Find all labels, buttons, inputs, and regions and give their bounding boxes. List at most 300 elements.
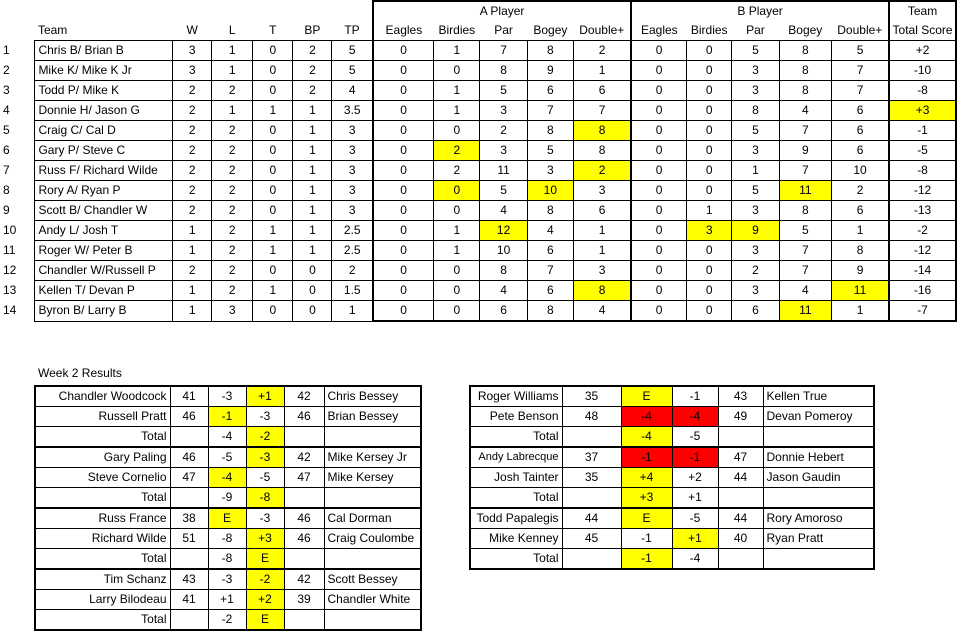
player-2-name: Kellen True <box>763 386 874 407</box>
player-2-net: E <box>246 610 284 631</box>
a-player-stat: 8 <box>527 301 573 322</box>
stat-l: 2 <box>212 81 253 101</box>
a-player-stat: 0 <box>373 181 434 201</box>
match-total-row <box>35 488 421 509</box>
a-player-stat: 1 <box>573 61 631 81</box>
b-player-stat: 0 <box>687 281 732 301</box>
team-name: Scott B/ Chandler W <box>35 201 173 221</box>
player-1-net: -5 <box>208 447 246 468</box>
match-row <box>470 529 874 549</box>
a-player-stat: 3 <box>573 261 631 281</box>
b-player-stat: 6 <box>732 301 779 322</box>
stat-tp: 2.5 <box>332 241 373 261</box>
row-number-header <box>0 21 35 41</box>
stat-w: 1 <box>173 221 212 241</box>
column-header: TP <box>344 23 360 37</box>
column-header: Bogey <box>533 23 568 37</box>
b-player-stat: 1 <box>832 301 890 322</box>
stat-l: 1 <box>212 61 253 81</box>
player-1-score: 51 <box>170 529 208 549</box>
player-2-net: -2 <box>246 569 284 590</box>
b-player-stat: 8 <box>779 41 831 61</box>
a-player-stat: 7 <box>480 41 527 61</box>
b-player-stat: 3 <box>732 141 779 161</box>
a-player-stat: 8 <box>573 281 631 301</box>
b-player-stat: 1 <box>732 161 779 181</box>
player-1-net: -3 <box>208 386 246 407</box>
player-2-score: 49 <box>718 407 763 427</box>
standings-row <box>0 41 956 61</box>
a-player-stat: 7 <box>527 101 573 121</box>
a-player-stat: 1 <box>573 221 631 241</box>
a-player-stat: 0 <box>434 121 480 141</box>
match-row <box>35 468 421 488</box>
b-player-stat: 5 <box>732 41 779 61</box>
b-player-stat: 0 <box>631 161 687 181</box>
player-1-score: 35 <box>562 386 621 407</box>
player-1-net: +3 <box>621 488 672 509</box>
b-player-stat: 11 <box>832 281 890 301</box>
player-2-net: -4 <box>672 407 718 427</box>
b-player-stat: 9 <box>832 261 890 281</box>
player-2-name: Rory Amoroso <box>763 508 874 529</box>
row-number: 5 <box>3 123 10 137</box>
stat-w: 2 <box>173 141 212 161</box>
player-2-score: 47 <box>718 447 763 468</box>
a-player-stat: 0 <box>373 261 434 281</box>
b-player-stat: 6 <box>832 101 890 121</box>
match-total-row <box>35 427 421 448</box>
stat-tp: 1 <box>332 301 373 322</box>
column-header: BP <box>304 23 321 37</box>
spacer <box>0 1 373 21</box>
team-name: Rory A/ Ryan P <box>35 181 173 201</box>
stat-tp: 3 <box>332 121 373 141</box>
player-1-score <box>170 610 208 631</box>
match-total-row <box>35 549 421 570</box>
team-total-score: +3 <box>889 101 956 121</box>
player-2-score: 42 <box>284 447 324 468</box>
column-header: Par <box>494 23 513 37</box>
b-player-stat: 8 <box>832 241 890 261</box>
player-2-score: 46 <box>284 407 324 427</box>
player-2-name: Mike Kersey <box>324 468 421 488</box>
player-1-net: -9 <box>208 488 246 509</box>
match-row <box>470 468 874 488</box>
player-1-score <box>170 488 208 509</box>
a-player-stat: 0 <box>434 281 480 301</box>
stat-tp: 5 <box>332 61 373 81</box>
team-total-score: -14 <box>889 261 956 281</box>
b-player-stat: 2 <box>732 261 779 281</box>
team-name: Chris B/ Brian B <box>35 41 173 61</box>
player-2-net: E <box>246 549 284 570</box>
b-player-stat: 2 <box>832 181 890 201</box>
player-1-name: Larry Bilodeau <box>35 590 170 610</box>
b-player-stat: 11 <box>779 301 831 322</box>
a-player-stat: 5 <box>480 81 527 101</box>
standings-row <box>0 61 956 81</box>
total-label: Total <box>35 488 170 509</box>
stat-w: 2 <box>173 161 212 181</box>
b-player-stat: 5 <box>732 121 779 141</box>
total-label: Total <box>35 610 170 631</box>
a-player-stat: 5 <box>480 181 527 201</box>
b-player-stat: 0 <box>687 241 732 261</box>
team-total-score: -1 <box>889 121 956 141</box>
player-1-score: 47 <box>170 468 208 488</box>
column-header: Bogey <box>788 23 823 37</box>
column-header: Birdies <box>690 23 728 37</box>
player-2-net: +2 <box>246 590 284 610</box>
player-2-score: 47 <box>284 468 324 488</box>
column-header: Total Score <box>889 21 956 41</box>
player-1-net: -1 <box>208 407 246 427</box>
player-2-net: -8 <box>246 488 284 509</box>
stat-t: 1 <box>253 281 293 301</box>
a-player-stat: 8 <box>573 121 631 141</box>
total-label: Total <box>35 549 170 570</box>
a-player-stat: 10 <box>480 241 527 261</box>
a-player-stat: 1 <box>434 81 480 101</box>
a-player-stat: 2 <box>434 161 480 181</box>
player-2-net: +2 <box>672 468 718 488</box>
team-total-score: -10 <box>889 61 956 81</box>
a-player-stat: 3 <box>480 141 527 161</box>
row-number: 14 <box>3 303 17 318</box>
match-total-row <box>470 549 874 570</box>
b-player-stat: 7 <box>779 261 831 281</box>
player-1-score: 37 <box>562 447 621 468</box>
b-player-stat: 7 <box>779 241 831 261</box>
team-total-score: -16 <box>889 281 956 301</box>
stat-tp: 3 <box>332 141 373 161</box>
b-player-stat: 9 <box>732 221 779 241</box>
b-player-stat: 1 <box>832 221 890 241</box>
player-2-name: Cal Dorman <box>324 508 421 529</box>
b-player-stat: 0 <box>687 181 732 201</box>
team-name: Andy L/ Josh T <box>35 221 173 241</box>
a-player-stat: 4 <box>480 281 527 301</box>
player-2-score: 42 <box>284 569 324 590</box>
match-row <box>470 407 874 427</box>
a-player-stat: 6 <box>573 201 631 221</box>
a-player-stat: 0 <box>434 181 480 201</box>
player-1-net: E <box>208 508 246 529</box>
stat-w: 2 <box>173 261 212 281</box>
player-1-name: Pete Benson <box>470 407 562 427</box>
player-1-score: 46 <box>170 407 208 427</box>
team-group: Team <box>889 1 956 21</box>
player-1-name: Tim Schanz <box>35 569 170 590</box>
stat-bp: 0 <box>293 301 332 322</box>
player-1-name: Steve Cornelio <box>35 468 170 488</box>
stat-bp: 1 <box>293 201 332 221</box>
team-name: Craig C/ Cal D <box>35 121 173 141</box>
b-player-stat: 0 <box>631 61 687 81</box>
stat-t: 1 <box>253 101 293 121</box>
player-1-name: Russell Pratt <box>35 407 170 427</box>
player-2-name <box>324 427 421 448</box>
player-2-score <box>718 427 763 448</box>
player-1-name: Chandler Woodcock <box>35 386 170 407</box>
a-player-group: A Player <box>373 1 631 21</box>
player-2-score: 43 <box>718 386 763 407</box>
b-player-stat: 0 <box>631 241 687 261</box>
player-1-net: +1 <box>208 590 246 610</box>
stat-w: 1 <box>173 241 212 261</box>
player-2-net: -1 <box>672 386 718 407</box>
a-player-stat: 1 <box>434 241 480 261</box>
player-1-net: -3 <box>208 569 246 590</box>
b-player-stat: 5 <box>779 221 831 241</box>
player-2-name <box>324 488 421 509</box>
player-2-score: 44 <box>718 508 763 529</box>
player-1-score: 35 <box>562 468 621 488</box>
group-header-row <box>0 1 956 21</box>
standings-row <box>0 261 956 281</box>
standings-row <box>0 101 956 121</box>
team-name: Donnie H/ Jason G <box>35 101 173 121</box>
stat-tp: 3 <box>332 201 373 221</box>
player-2-net: -2 <box>246 427 284 448</box>
standings-row <box>0 241 956 261</box>
player-2-name: Chris Bessey <box>324 386 421 407</box>
player-2-name: Ryan Pratt <box>763 529 874 549</box>
a-player-stat: 1 <box>573 241 631 261</box>
stat-bp: 1 <box>293 101 332 121</box>
stat-bp: 1 <box>293 241 332 261</box>
b-player-stat: 0 <box>631 41 687 61</box>
player-2-net: -3 <box>246 407 284 427</box>
stat-t: 0 <box>253 301 293 322</box>
a-player-stat: 0 <box>373 121 434 141</box>
column-header: W <box>186 23 198 37</box>
a-player-stat: 1 <box>434 221 480 241</box>
a-player-stat: 7 <box>573 101 631 121</box>
player-1-score <box>562 427 621 448</box>
stat-l: 2 <box>212 181 253 201</box>
match-row <box>35 569 421 590</box>
player-1-name: Richard Wilde <box>35 529 170 549</box>
column-header: Eagles <box>373 21 434 41</box>
column-header-row <box>0 21 956 41</box>
player-1-score: 38 <box>170 508 208 529</box>
a-player-stat: 0 <box>373 241 434 261</box>
a-player-stat: 8 <box>527 121 573 141</box>
match-row <box>35 386 421 407</box>
team-total-score: -8 <box>889 161 956 181</box>
b-player-stat: 0 <box>631 281 687 301</box>
match-row <box>35 590 421 610</box>
row-number: 8 <box>3 183 10 197</box>
b-player-stat: 0 <box>631 301 687 322</box>
total-label: Total <box>470 488 562 509</box>
player-2-net: -3 <box>246 447 284 468</box>
stat-t: 0 <box>253 201 293 221</box>
player-1-score: 46 <box>170 447 208 468</box>
stat-tp: 3 <box>332 181 373 201</box>
b-player-stat: 7 <box>832 61 890 81</box>
column-header: Eagles <box>631 21 687 41</box>
stat-w: 2 <box>173 181 212 201</box>
row-number: 3 <box>3 83 10 97</box>
team-name: Mike K/ Mike K Jr <box>35 61 173 81</box>
b-player-stat: 0 <box>687 261 732 281</box>
player-2-score: 39 <box>284 590 324 610</box>
row-number: 10 <box>3 223 17 237</box>
b-player-stat: 0 <box>631 201 687 221</box>
player-1-net: -4 <box>621 407 672 427</box>
player-1-score <box>562 549 621 570</box>
b-player-stat: 0 <box>687 81 732 101</box>
stat-bp: 0 <box>293 281 332 301</box>
stat-tp: 3.5 <box>332 101 373 121</box>
a-player-stat: 1 <box>434 41 480 61</box>
player-2-name <box>324 549 421 570</box>
b-player-stat: 0 <box>687 161 732 181</box>
player-1-name: Roger Williams <box>470 386 562 407</box>
player-1-name: Russ France <box>35 508 170 529</box>
b-player-stat: 10 <box>832 161 890 181</box>
team-total-score: -12 <box>889 181 956 201</box>
a-player-stat: 0 <box>434 261 480 281</box>
match-row <box>35 447 421 468</box>
stat-t: 0 <box>253 61 293 81</box>
a-player-stat: 0 <box>373 281 434 301</box>
standings-row <box>0 301 956 322</box>
a-player-stat: 0 <box>434 301 480 322</box>
player-2-net: -5 <box>672 427 718 448</box>
match-row <box>470 447 874 468</box>
match-row <box>35 529 421 549</box>
stat-bp: 2 <box>293 61 332 81</box>
a-player-stat: 2 <box>573 41 631 61</box>
a-player-stat: 8 <box>480 61 527 81</box>
a-player-stat: 4 <box>527 221 573 241</box>
b-player-stat: 6 <box>832 201 890 221</box>
stat-t: 1 <box>253 221 293 241</box>
stat-l: 2 <box>212 141 253 161</box>
results-title: Week 2 Results <box>38 366 122 380</box>
b-player-stat: 8 <box>732 101 779 121</box>
a-player-stat: 10 <box>527 181 573 201</box>
player-1-net: -2 <box>208 610 246 631</box>
a-player-stat: 8 <box>527 41 573 61</box>
player-2-name <box>324 610 421 631</box>
stat-l: 2 <box>212 121 253 141</box>
standings-row <box>0 161 956 181</box>
a-player-stat: 8 <box>527 201 573 221</box>
stat-l: 3 <box>212 301 253 322</box>
stat-l: 2 <box>212 281 253 301</box>
a-player-stat: 3 <box>527 161 573 181</box>
team-total-score: -7 <box>889 301 956 322</box>
a-player-stat: 0 <box>373 81 434 101</box>
stat-bp: 1 <box>293 161 332 181</box>
player-1-score: 48 <box>562 407 621 427</box>
b-player-stat: 3 <box>732 81 779 101</box>
stat-l: 1 <box>212 41 253 61</box>
match-total-row <box>470 488 874 509</box>
b-player-stat: 0 <box>687 61 732 81</box>
player-2-net: -5 <box>672 508 718 529</box>
standings-row <box>0 281 956 301</box>
a-player-stat: 11 <box>480 161 527 181</box>
stat-t: 0 <box>253 261 293 281</box>
column-header: Par <box>746 23 765 37</box>
standings-row <box>0 221 956 241</box>
b-player-stat: 7 <box>779 161 831 181</box>
player-2-name <box>763 549 874 570</box>
stat-bp: 2 <box>293 81 332 101</box>
a-player-stat: 6 <box>573 81 631 101</box>
player-2-score <box>718 488 763 509</box>
player-2-score: 42 <box>284 386 324 407</box>
team-total-score: -8 <box>889 81 956 101</box>
player-2-net: +1 <box>246 386 284 407</box>
stat-bp: 1 <box>293 141 332 161</box>
match-total-row <box>35 610 421 631</box>
player-1-score: 45 <box>562 529 621 549</box>
b-player-stat: 0 <box>631 221 687 241</box>
results-left-table <box>34 385 422 631</box>
player-2-net: -5 <box>246 468 284 488</box>
a-player-stat: 0 <box>373 201 434 221</box>
player-1-name: Gary Paling <box>35 447 170 468</box>
player-2-name: Devan Pomeroy <box>763 407 874 427</box>
a-player-stat: 0 <box>373 161 434 181</box>
a-player-stat: 6 <box>527 241 573 261</box>
stat-tp: 1.5 <box>332 281 373 301</box>
b-player-group: B Player <box>631 1 889 21</box>
team-name: Chandler W/Russell P <box>35 261 173 281</box>
a-player-stat: 2 <box>573 161 631 181</box>
stat-tp: 4 <box>332 81 373 101</box>
b-player-stat: 7 <box>779 121 831 141</box>
team-total-score: -2 <box>889 221 956 241</box>
player-2-score <box>718 549 763 570</box>
player-2-score <box>284 549 324 570</box>
player-1-net: -8 <box>208 549 246 570</box>
a-player-stat: 2 <box>480 121 527 141</box>
b-player-stat: 3 <box>732 281 779 301</box>
b-player-stat: 5 <box>832 41 890 61</box>
player-2-name <box>763 427 874 448</box>
a-player-stat: 4 <box>573 301 631 322</box>
b-player-stat: 4 <box>779 101 831 121</box>
stat-tp: 3 <box>332 161 373 181</box>
player-2-name: Jason Gaudin <box>763 468 874 488</box>
player-2-net: -1 <box>672 447 718 468</box>
stat-t: 0 <box>253 81 293 101</box>
player-1-net: -4 <box>208 468 246 488</box>
player-2-name: Scott Bessey <box>324 569 421 590</box>
team-total-score: -5 <box>889 141 956 161</box>
b-player-stat: 0 <box>631 101 687 121</box>
row-number: 4 <box>3 103 10 117</box>
b-player-stat: 0 <box>687 301 732 322</box>
b-player-stat: 9 <box>779 141 831 161</box>
column-header: L <box>228 23 236 37</box>
a-player-stat: 2 <box>434 141 480 161</box>
stat-t: 0 <box>253 141 293 161</box>
b-player-stat: 0 <box>631 261 687 281</box>
player-2-net: -4 <box>672 549 718 570</box>
stat-t: 0 <box>253 41 293 61</box>
a-player-stat: 8 <box>573 141 631 161</box>
results-right-table <box>469 385 875 570</box>
